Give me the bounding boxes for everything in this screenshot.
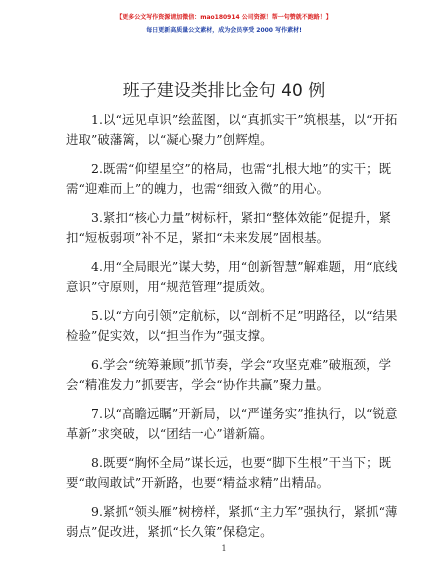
paragraph-line: 1.以“远见卓识”绘蓝图，以“真抓实干”筑根基，以“开拓 <box>91 112 398 127</box>
document-title: 班子建设类排比金句 40 例 <box>122 81 326 101</box>
paragraph-line: 8.既要“胸怀全局”谋长远，也要“脚下生根”干当下；既 <box>91 455 392 470</box>
paragraph-line: 需“迎难而上”的魄力，也需“细致入微”的用心。 <box>66 181 330 196</box>
paragraph-4 <box>66 257 398 297</box>
paragraph-line: 进取”破藩篱，以“凝心聚力”创辉煌。 <box>66 132 273 147</box>
paragraph-1 <box>66 110 398 150</box>
paragraph-5 <box>66 306 398 346</box>
paragraph-line: 2.既需“仰望星空”的格局，也需“扎根大地”的实干；既 <box>91 161 392 176</box>
paragraph-line: 检验”促实效，以“担当作为”强支撑。 <box>66 328 273 343</box>
paragraph-line: 扣“短板弱项”补不足，紧扣“未来发展”固根基。 <box>66 230 330 245</box>
paragraph-8 <box>66 453 392 493</box>
paragraph-3 <box>66 208 392 248</box>
paragraph-line: 9.紧抓“领头雁”树榜样，紧抓“主力军”强执行，紧抓“薄 <box>91 504 398 519</box>
paragraph-6 <box>66 355 392 395</box>
page-number: 1 <box>221 544 227 553</box>
paragraph-line: 革新”求突破，以“团结一心”谱新篇。 <box>66 426 273 441</box>
paragraph-line: 3.紧扣“核心力量”树标杆，紧扣“整体效能”促提升，紧 <box>91 210 392 225</box>
paragraph-line: 4.用“全局眼光”谋大势，用“创新智慧”解难题，用“底线 <box>91 259 398 274</box>
promo-banner-line2: 每日更新高质量公文素材，成为会员享受 2000 写作素材! <box>146 27 302 34</box>
paragraph-line: 5.以“方向引领”定航标，以“剖析不足”明路径，以“结果 <box>91 308 398 323</box>
paragraph-line: 6.学会“统筹兼顾”抓节奏，学会“攻坚克难”破瓶颈，学 <box>91 357 392 372</box>
promo-banner-line1: 【更多公文写作资源请加微信：mao180914 公司资源！帮一句赞就不跑路！】 <box>116 14 332 21</box>
paragraph-line: 要“敢闯敢试”开新路，也要“精益求精”出精品。 <box>66 475 330 490</box>
paragraph-line: 意识”守原则，用“规范管理”提质效。 <box>66 279 273 294</box>
paragraph-7 <box>66 404 398 444</box>
paragraph-2 <box>66 159 392 199</box>
paragraph-line: 会“精准发力”抓要害，学会“协作共赢”聚力量。 <box>66 377 330 392</box>
promo-banner <box>0 13 448 35</box>
paragraph-9 <box>66 502 398 542</box>
document-body <box>66 110 398 551</box>
paragraph-line: 7.以“高瞻远瞩”开新局，以“严谨务实”推执行，以“锐意 <box>91 406 398 421</box>
paragraph-line: 弱点”促改进，紧抓“长久策”保稳定。 <box>66 524 273 539</box>
